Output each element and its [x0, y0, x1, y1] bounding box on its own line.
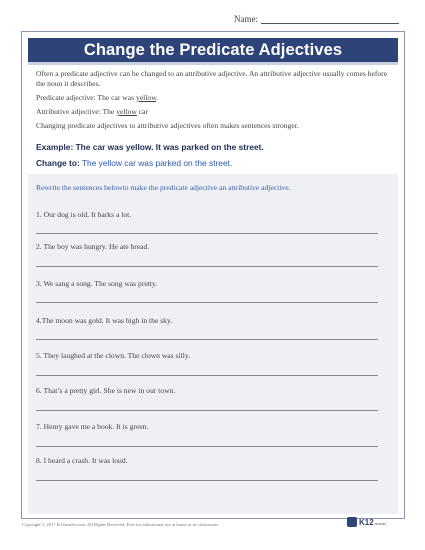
- copyright-footer: Copyright © 2017 K12reader.com. All Rights Reserved. Free for educational use at home or in classrooms.: [22, 522, 220, 527]
- intro-paragraph: Often a predicate adjective can be changed to an attributive adjective. An attributive adjective usually comes before the noun it describes.: [36, 69, 388, 88]
- answer-line-3[interactable]: [36, 302, 378, 303]
- answer-line-6[interactable]: [36, 410, 378, 411]
- answer-line-2[interactable]: [36, 266, 378, 267]
- question-4: 4.The moon was gold. It was high in the sky.: [36, 316, 173, 325]
- question-3: 3. We sang a song. The song was pretty.: [36, 279, 158, 288]
- attributive-example: [36, 107, 394, 117]
- question-6: 6. That’s a pretty girl. She is new in our town.: [36, 386, 176, 395]
- name-field-row: [234, 14, 399, 24]
- predicate-example: [36, 93, 394, 103]
- answer-line-1[interactable]: [36, 233, 378, 234]
- answer-line-8[interactable]: [36, 480, 378, 481]
- question-8: 8. I heard a crash. It was loud.: [36, 456, 128, 465]
- logo-text: K12: [359, 517, 374, 527]
- question-2: 2. The boy was hungry. He ate bread.: [36, 242, 150, 251]
- name-line[interactable]: [261, 15, 399, 24]
- attributive-label: Attributive adjective: The: [36, 107, 117, 116]
- predicate-label: Predicate adjective: The car was: [36, 93, 137, 102]
- attributive-word: yellow: [116, 107, 137, 116]
- logo-icon: [347, 517, 357, 527]
- question-5: 5. They laughed at the clown. The clown was silly.: [36, 351, 191, 360]
- intro-paragraph-2: Changing predicate adjectives to attributive adjectives often makes sentences stronger.: [36, 121, 299, 130]
- intro-section: [36, 69, 394, 135]
- name-label: Name:: [234, 14, 258, 24]
- title-bar: [28, 38, 398, 65]
- answer-line-5[interactable]: [36, 375, 378, 376]
- answer-line-4[interactable]: [36, 339, 378, 340]
- change-to-sentence: [36, 158, 232, 168]
- question-7: 7. Henry gave me a book. It is green.: [36, 422, 149, 431]
- answer-line-7[interactable]: [36, 446, 378, 447]
- attributive-end: car: [136, 107, 149, 116]
- logo-subtext: reader: [374, 521, 387, 526]
- instructions: Rewrite the sentences belowto make the predicate adjective an attributive adjective.: [36, 183, 291, 192]
- predicate-word: yellow: [136, 93, 157, 102]
- change-label: Change to:: [36, 158, 80, 168]
- question-1: 1. Our dog is old. It barks a lot.: [36, 210, 132, 219]
- change-answer: The yellow car was parked on the street.: [81, 158, 233, 168]
- predicate-end: .: [156, 93, 159, 102]
- example-sentence: Example: The car was yellow. It was parked on the street.: [36, 142, 264, 152]
- page-title: Change the Predicate Adjectives: [83, 41, 343, 59]
- k12reader-logo: [347, 517, 386, 527]
